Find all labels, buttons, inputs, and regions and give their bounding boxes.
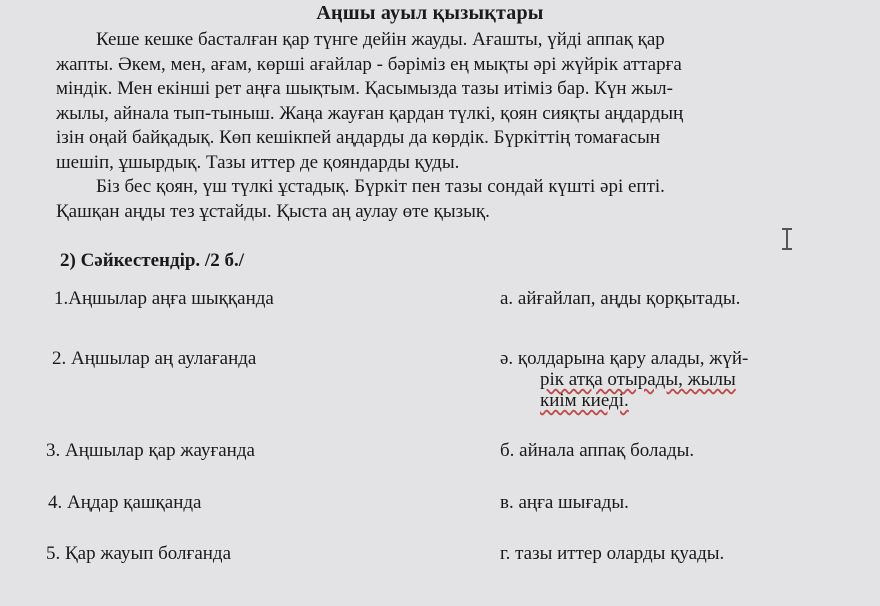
right-item-a — [500, 288, 740, 309]
right-item-g — [500, 543, 724, 564]
right-item-line: г. тазы иттер оларды қуады. — [500, 543, 725, 564]
left-item-5: 5. Қар жауып болғанда — [46, 543, 232, 564]
paragraph-line: жылы, айнала тып-тыныш. Жаңа жауған қардан түлкі, қоян сияқты аңдардың — [56, 102, 684, 124]
paragraph-line: Кеше кешке басталған қар түнге дейін жауды. Ағашты, үйді аппақ қар — [96, 29, 665, 50]
left-item-4: 4. Аңдар қашқанда — [48, 492, 202, 513]
task-title: 2) Сәйкестендір. /2 б./ — [60, 250, 244, 271]
right-item-line: а. айғайлап, аңды қорқытады. — [500, 288, 741, 309]
right-item-line: киім киеді. — [540, 390, 629, 411]
text-cursor-icon — [782, 228, 792, 250]
left-item-1: 1.Аңшылар аңға шыққанда — [54, 288, 274, 309]
paragraph-line: шешіп, ұшырдық. Тазы иттер де қояндарды қуды. — [56, 151, 460, 173]
document-title: Аңшы ауыл қызықтары — [316, 2, 544, 24]
paragraph-line: жапты. Әкем, мен, ағам, көрші ағайлар - бәріміз ең мықты әрі жүйрік аттарға — [56, 53, 682, 75]
paragraph-line: Қашқан аңды тез ұстайды. Қыста аң аулау өте қызық. — [56, 200, 490, 222]
left-item-2: 2. Аңшылар аң аулағанда — [52, 348, 257, 369]
paragraph-line: ізін оңай байқадық. Көп кешікпей аңдарды да көрдік. Бүркіттің томағасын — [56, 127, 661, 148]
right-item-line: ә. қолдарына қару алады, жүй- — [500, 348, 749, 369]
right-item-line: в. аңға шығады. — [500, 492, 629, 513]
right-item-line: б. айнала аппақ болады. — [500, 440, 695, 461]
right-item-v — [500, 492, 629, 513]
paragraph-line: міндік. Мен екінші рет аңға шықтым. Қасымызда тазы итіміз бар. Күн жыл- — [56, 78, 673, 99]
left-item-3: 3. Аңшылар қар жауғанда — [46, 440, 255, 461]
right-item-ae — [500, 348, 748, 411]
story-paragraph — [56, 28, 836, 224]
paragraph-line: Біз бес қоян, үш түлкі ұстадық. Бүркіт пен тазы сондай күшті әрі епті. — [96, 176, 665, 197]
right-item-line: рік атқа отырады, жылы — [540, 369, 736, 390]
right-item-b — [500, 440, 694, 461]
